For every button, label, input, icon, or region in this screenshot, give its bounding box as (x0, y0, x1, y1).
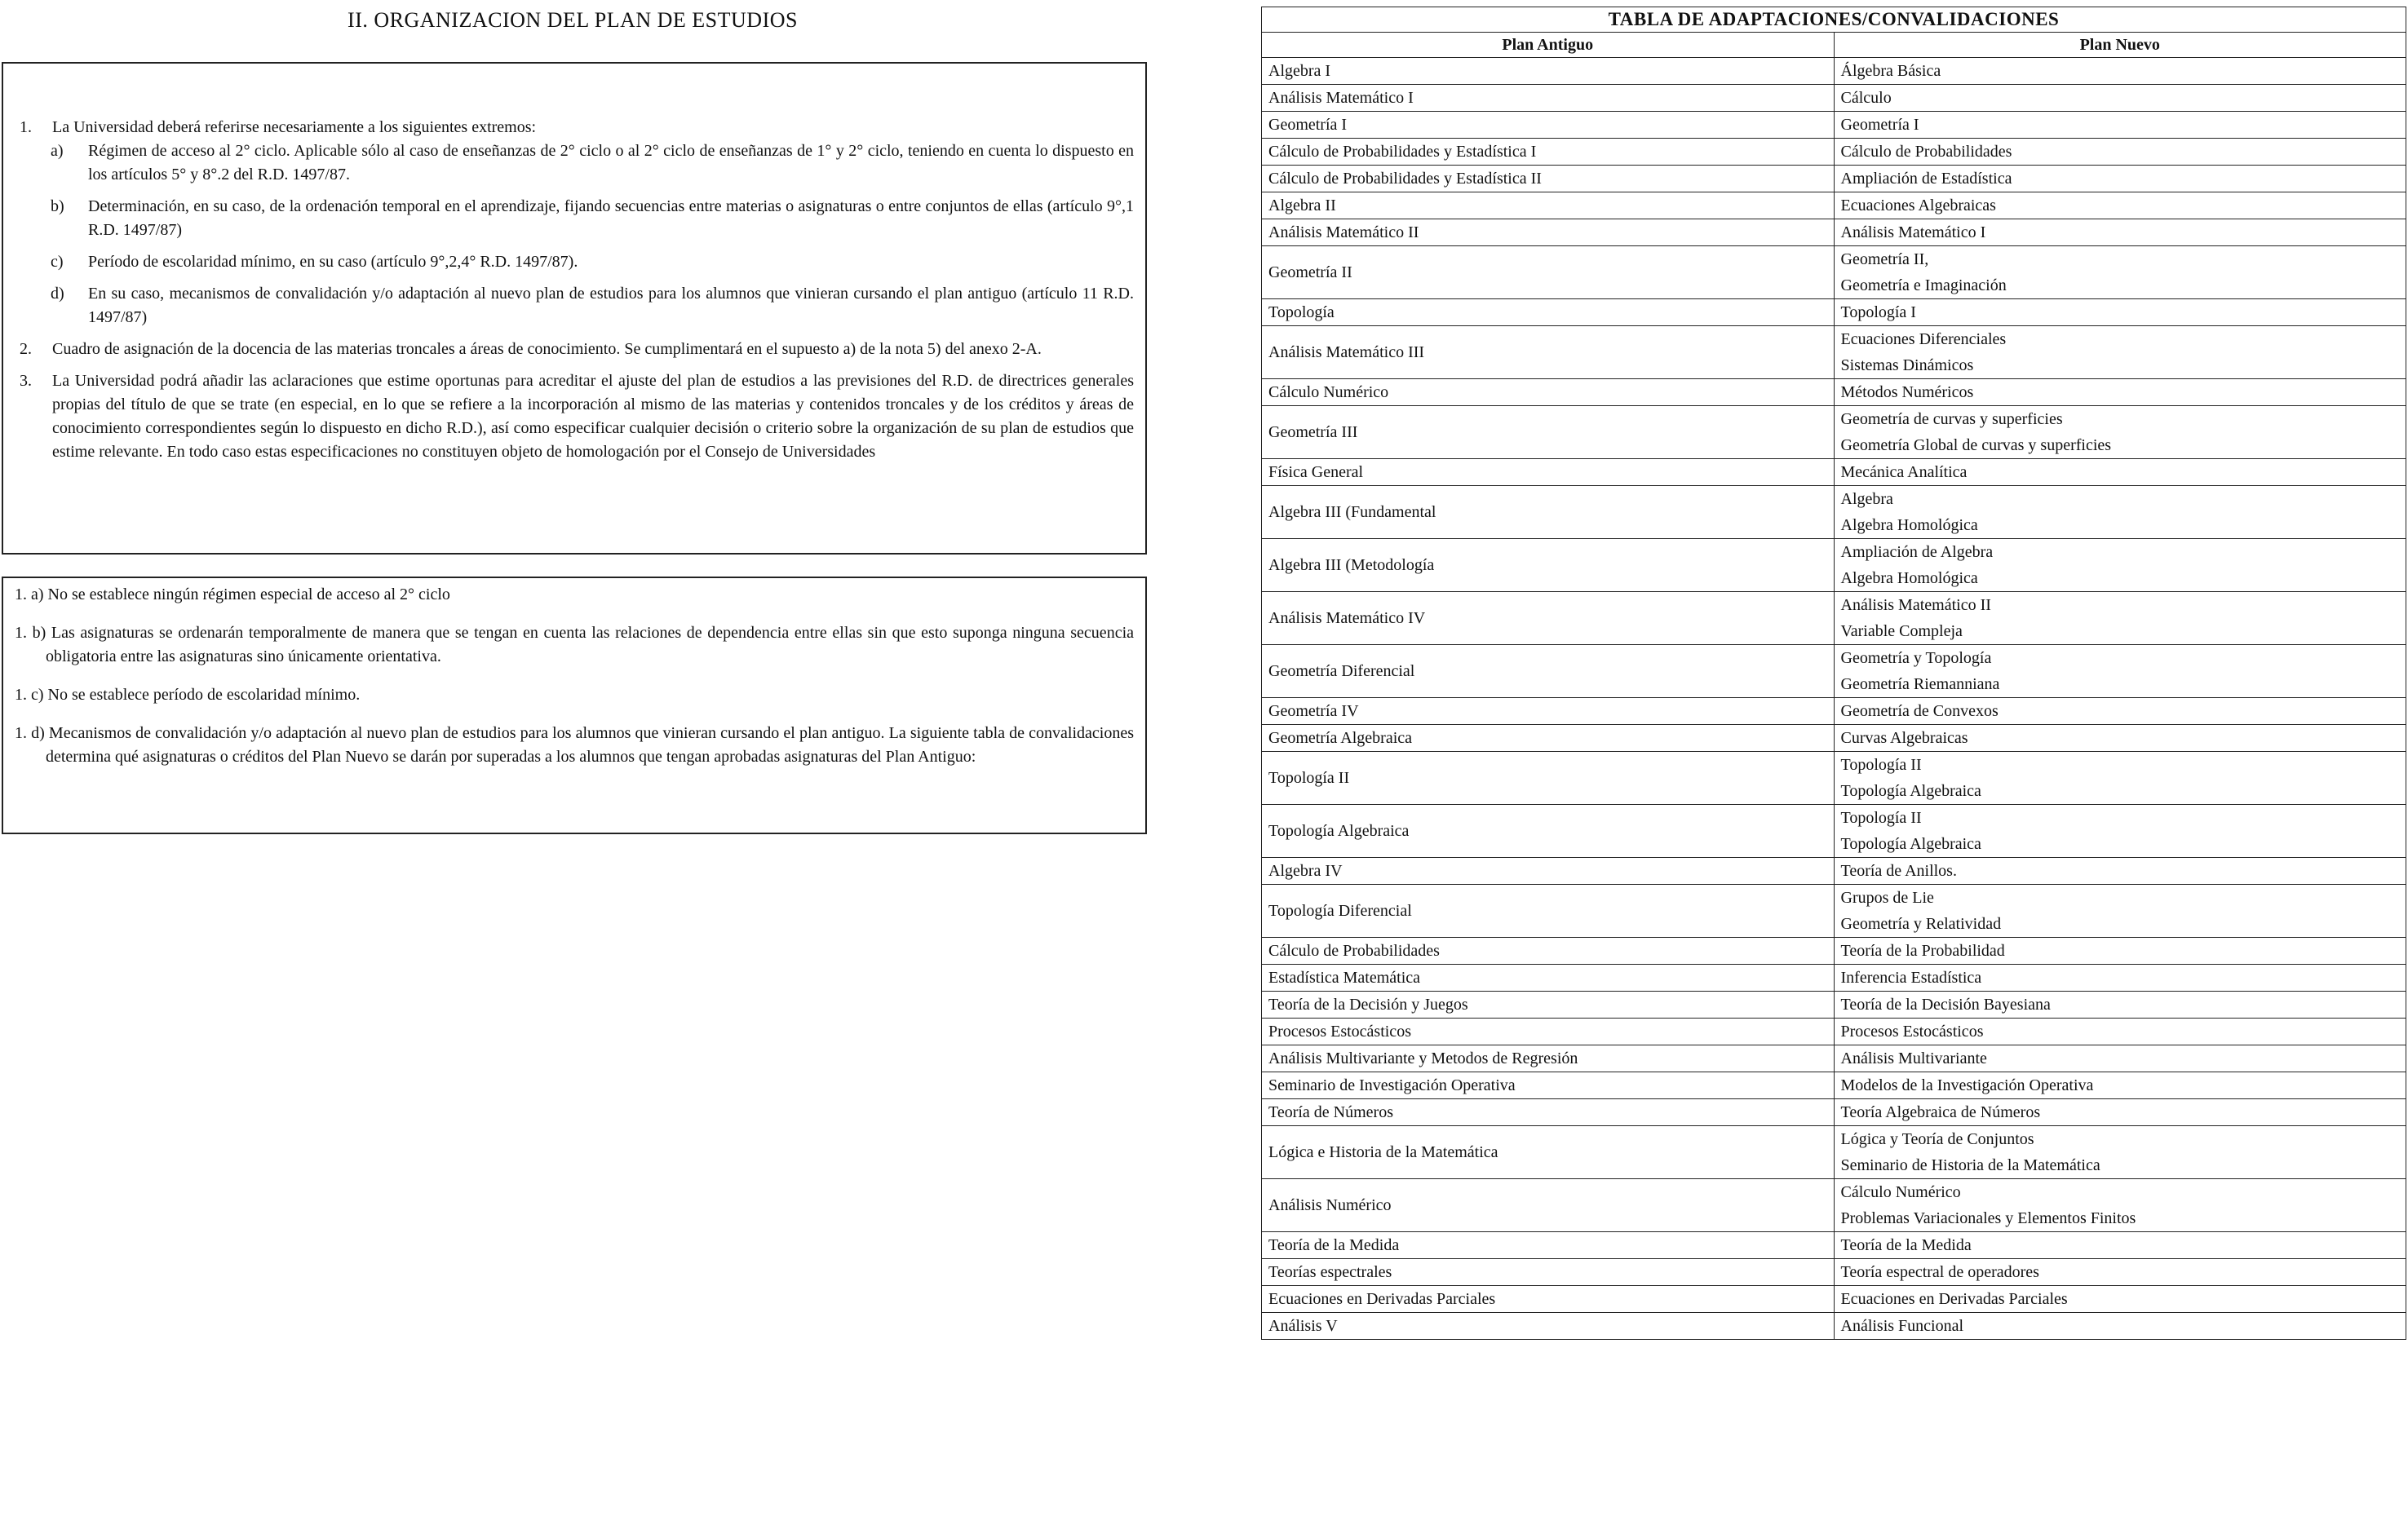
subitem-text: Régimen de acceso al 2° ciclo. Aplicable sólo al caso de enseñanzas de 2° ciclo o al 2° ciclo de enseñanzas de 1° y 2° ciclo, teniendo en cuenta lo dispuesto en los artículos 5° y 8°.2 del R.D. 1497/87. (88, 142, 1134, 183)
plan-nuevo-subject: Análisis Matemático II (1840, 596, 1991, 614)
plan-nuevo-subject: Ampliación de Algebra (1840, 543, 1994, 561)
plan-nuevo-subject: Geometría de curvas y superficies (1840, 410, 2063, 428)
cell-plan-antiguo: Cálculo de Probabilidades (1262, 938, 1835, 965)
plan-nuevo-subject: Teoría de la Decisión Bayesiana (1840, 996, 2051, 1014)
plan-nuevo-subject: Cálculo de Probabilidades (1840, 143, 2012, 161)
plan-nuevo-subject: Geometría I (1840, 116, 1919, 134)
instruction-text: Cuadro de asignación de la docencia de las materias troncales a áreas de conocimiento. Se cumplimentará en el supuesto a) de la nota 5) del anexo 2-A. (52, 340, 1042, 358)
table-row (1262, 192, 2406, 219)
plan-nuevo-subject: Sistemas Dinámicos (1840, 356, 1974, 374)
cell-plan-nuevo (1834, 1019, 2406, 1045)
cell-plan-nuevo (1834, 539, 2406, 592)
cell-plan-nuevo (1834, 1313, 2406, 1340)
cell-plan-antiguo: Análisis Matemático II (1262, 219, 1835, 246)
cell-plan-nuevo (1834, 1259, 2406, 1286)
cell-plan-nuevo (1834, 58, 2406, 85)
plan-nuevo-subject: Cálculo Numérico (1840, 1183, 1961, 1201)
cell-plan-antiguo: Estadística Matemática (1262, 965, 1835, 992)
answers-box (2, 577, 1147, 834)
plan-nuevo-subject: Grupos de Lie (1840, 889, 1934, 907)
cell-plan-antiguo: Teoría de la Medida (1262, 1232, 1835, 1259)
instruction-number: 3. (20, 372, 32, 390)
plan-nuevo-subject: Topología II (1840, 756, 1922, 774)
table-row (1262, 1179, 2406, 1232)
instruction-item (15, 338, 1134, 361)
plan-nuevo-subject: Geometría Riemanniana (1840, 675, 2000, 693)
cell-plan-antiguo: Teoría de la Decisión y Juegos (1262, 992, 1835, 1019)
subitem-letter: b) (51, 197, 64, 215)
cell-plan-nuevo (1834, 698, 2406, 725)
cell-plan-antiguo: Geometría IV (1262, 698, 1835, 725)
table-row (1262, 326, 2406, 379)
plan-nuevo-subject: Problemas Variacionales y Elementos Finitos (1840, 1209, 2136, 1227)
plan-nuevo-subject: Seminario de Historia de la Matemática (1840, 1156, 2100, 1174)
cell-plan-antiguo: Teorías espectrales (1262, 1259, 1835, 1286)
answer-text: No se establece ningún régimen especial de acceso al 2° ciclo (47, 586, 450, 603)
cell-plan-nuevo (1834, 166, 2406, 192)
column-header-plan-antiguo: Plan Antiguo (1262, 33, 1835, 58)
subitem-text: Período de escolaridad mínimo, en su caso (artículo 9°,2,4° R.D. 1497/87). (88, 253, 578, 271)
instruction-subitem (15, 250, 1134, 274)
table-row (1262, 1099, 2406, 1126)
plan-nuevo-subject: Ecuaciones Diferenciales (1840, 330, 2007, 348)
plan-nuevo-subject: Análisis Matemático I (1840, 223, 1986, 241)
convalidation-table-wrapper (1261, 7, 2406, 1334)
plan-nuevo-subject: Mecánica Analítica (1840, 463, 1968, 481)
table-row (1262, 885, 2406, 938)
answer-text: Las asignaturas se ordenarán temporalmente de manera que se tengan en cuenta las relaciones de dependencia entre ellas sin que esto suponga ninguna secuencia obligatoria entre las asignaturas sino únicamente orientativa. (46, 624, 1134, 665)
cell-plan-nuevo (1834, 1126, 2406, 1179)
cell-plan-nuevo (1834, 938, 2406, 965)
plan-nuevo-subject: Procesos Estocásticos (1840, 1023, 1984, 1041)
cell-plan-nuevo (1834, 1099, 2406, 1126)
table-row (1262, 992, 2406, 1019)
cell-plan-nuevo (1834, 139, 2406, 166)
table-row (1262, 698, 2406, 725)
answer-label: 1. c) (15, 686, 44, 704)
cell-plan-antiguo: Algebra I (1262, 58, 1835, 85)
table-row (1262, 592, 2406, 645)
plan-nuevo-subject: Teoría de la Probabilidad (1840, 942, 2005, 960)
table-row (1262, 752, 2406, 805)
cell-plan-antiguo: Geometría III (1262, 406, 1835, 459)
plan-nuevo-subject: Curvas Algebraicas (1840, 729, 1968, 747)
answer-item (15, 683, 1134, 707)
table-row (1262, 1286, 2406, 1313)
plan-nuevo-subject: Teoría espectral de operadores (1840, 1263, 2039, 1281)
plan-nuevo-subject: Algebra Homológica (1840, 569, 1978, 587)
cell-plan-nuevo (1834, 992, 2406, 1019)
instruction-number: 1. (20, 118, 32, 136)
cell-plan-nuevo (1834, 805, 2406, 858)
answer-label: 1. a) (15, 586, 44, 603)
instructions-box (2, 62, 1147, 555)
subitem-letter: d) (51, 285, 64, 303)
cell-plan-antiguo: Ecuaciones en Derivadas Parciales (1262, 1286, 1835, 1313)
answer-text: No se establece período de escolaridad mínimo. (47, 686, 361, 704)
table-row (1262, 486, 2406, 539)
plan-nuevo-subject: Teoría de la Medida (1840, 1236, 1972, 1254)
subitem-letter: c) (51, 253, 64, 271)
cell-plan-antiguo: Análisis Multivariante y Metodos de Regresión (1262, 1045, 1835, 1072)
instruction-item (15, 369, 1134, 464)
answer-text: Mecanismos de convalidación y/o adaptación al nuevo plan de estudios para los alumnos que vinieran cursando el plan antiguo. La siguiente tabla de convalidaciones determina qué asignaturas o créditos del Plan Nuevo se darán por superadas a los alumnos que tengan aprobadas asignaturas del Plan Antiguo: (46, 724, 1134, 766)
plan-nuevo-subject: Geometría y Topología (1840, 649, 1992, 667)
instruction-number: 2. (20, 340, 32, 358)
cell-plan-nuevo (1834, 725, 2406, 752)
cell-plan-nuevo (1834, 965, 2406, 992)
instruction-item (15, 116, 1134, 329)
table-row (1262, 725, 2406, 752)
plan-nuevo-subject: Geometría II, (1840, 250, 1929, 268)
cell-plan-nuevo (1834, 858, 2406, 885)
table-row (1262, 858, 2406, 885)
table-row (1262, 166, 2406, 192)
page-title: II. ORGANIZACION DEL PLAN DE ESTUDIOS (347, 8, 798, 32)
answer-label: 1. d) (15, 724, 45, 742)
cell-plan-antiguo: Topología (1262, 299, 1835, 326)
cell-plan-antiguo: Teoría de Números (1262, 1099, 1835, 1126)
cell-plan-nuevo (1834, 326, 2406, 379)
cell-plan-antiguo: Geometría Algebraica (1262, 725, 1835, 752)
cell-plan-antiguo: Seminario de Investigación Operativa (1262, 1072, 1835, 1099)
plan-nuevo-subject: Teoría Algebraica de Números (1840, 1103, 2041, 1121)
cell-plan-nuevo (1834, 1072, 2406, 1099)
instruction-subitem (15, 282, 1134, 329)
cell-plan-nuevo (1834, 1179, 2406, 1232)
plan-nuevo-subject: Teoría de Anillos. (1840, 862, 1957, 880)
convalidation-table (1261, 7, 2406, 1340)
plan-nuevo-subject: Geometría de Convexos (1840, 702, 1999, 720)
table-row (1262, 246, 2406, 299)
cell-plan-antiguo: Análisis Matemático I (1262, 85, 1835, 112)
table-caption: TABLA DE ADAPTACIONES/CONVALIDACIONES (1262, 7, 2406, 33)
cell-plan-antiguo: Cálculo Numérico (1262, 379, 1835, 406)
cell-plan-antiguo: Análisis V (1262, 1313, 1835, 1340)
table-body (1262, 58, 2406, 1340)
cell-plan-antiguo: Geometría II (1262, 246, 1835, 299)
table-row (1262, 938, 2406, 965)
table-row (1262, 112, 2406, 139)
table-row (1262, 299, 2406, 326)
table-row (1262, 539, 2406, 592)
table-row (1262, 58, 2406, 85)
answer-item (15, 722, 1134, 769)
cell-plan-antiguo: Geometría Diferencial (1262, 645, 1835, 698)
table-row (1262, 219, 2406, 246)
cell-plan-nuevo (1834, 1045, 2406, 1072)
plan-nuevo-subject: Ecuaciones Algebraicas (1840, 197, 1996, 214)
plan-nuevo-subject: Ampliación de Estadística (1840, 170, 2012, 188)
cell-plan-antiguo: Topología Diferencial (1262, 885, 1835, 938)
cell-plan-nuevo (1834, 1286, 2406, 1313)
subitem-letter: a) (51, 142, 64, 160)
table-row (1262, 379, 2406, 406)
cell-plan-nuevo (1834, 406, 2406, 459)
instruction-subitem (15, 139, 1134, 187)
plan-nuevo-subject: Variable Compleja (1840, 622, 1963, 640)
instruction-text: La Universidad deberá referirse necesariamente a los siguientes extremos: (52, 118, 537, 136)
table-row (1262, 805, 2406, 858)
cell-plan-antiguo: Algebra IV (1262, 858, 1835, 885)
answer-item (15, 621, 1134, 669)
cell-plan-nuevo (1834, 379, 2406, 406)
plan-nuevo-subject: Ecuaciones en Derivadas Parciales (1840, 1290, 2068, 1308)
cell-plan-nuevo (1834, 1232, 2406, 1259)
table-row (1262, 1045, 2406, 1072)
plan-nuevo-subject: Geometría y Relatividad (1840, 915, 2002, 933)
cell-plan-nuevo (1834, 885, 2406, 938)
table-row (1262, 139, 2406, 166)
cell-plan-nuevo (1834, 459, 2406, 486)
cell-plan-nuevo (1834, 645, 2406, 698)
plan-nuevo-subject: Métodos Numéricos (1840, 383, 1974, 401)
cell-plan-antiguo: Geometría I (1262, 112, 1835, 139)
instruction-text: La Universidad podrá añadir las aclaraciones que estime oportunas para acreditar el ajuste del plan de estudios a las previsiones del R.D. de directrices generales propias del título de que se trate (en especial, en lo que se refiere a la incorporación al mismo de las materias y contenidos troncales y de los créditos y áreas de conocimiento correspondientes según lo dispuesto en dicho R.D.), así como especificar cualquier decisión o criterio sobre la organización de su plan de estudios que estime relevante. En todo caso estas especificaciones no constituyen objeto de homologación por el Consejo de Universidades (52, 372, 1134, 461)
cell-plan-nuevo (1834, 246, 2406, 299)
column-header-plan-nuevo: Plan Nuevo (1834, 33, 2406, 58)
cell-plan-antiguo: Algebra III (Fundamental (1262, 486, 1835, 539)
cell-plan-antiguo: Procesos Estocásticos (1262, 1019, 1835, 1045)
cell-plan-antiguo: Topología II (1262, 752, 1835, 805)
cell-plan-nuevo (1834, 592, 2406, 645)
cell-plan-antiguo: Análisis Matemático IV (1262, 592, 1835, 645)
answer-label: 1. b) (15, 624, 46, 642)
subitem-text: Determinación, en su caso, de la ordenación temporal en el aprendizaje, fijando secuencias entre materias o asignaturas o entre conjuntos de ellas (artículo 9°,1 R.D. 1497/87) (88, 197, 1134, 239)
cell-plan-antiguo: Análisis Matemático III (1262, 326, 1835, 379)
plan-nuevo-subject: Inferencia Estadística (1840, 969, 1982, 987)
cell-plan-nuevo (1834, 85, 2406, 112)
answer-item (15, 583, 1134, 607)
cell-plan-antiguo: Cálculo de Probabilidades y Estadística II (1262, 166, 1835, 192)
cell-plan-antiguo: Algebra II (1262, 192, 1835, 219)
plan-nuevo-subject: Álgebra Básica (1840, 62, 1941, 80)
cell-plan-antiguo: Cálculo de Probabilidades y Estadística I (1262, 139, 1835, 166)
table-row (1262, 1232, 2406, 1259)
plan-nuevo-subject: Topología Algebraica (1840, 835, 1981, 853)
cell-plan-antiguo: Lógica e Historia de la Matemática (1262, 1126, 1835, 1179)
table-row (1262, 645, 2406, 698)
table-row (1262, 1313, 2406, 1340)
plan-nuevo-subject: Modelos de la Investigación Operativa (1840, 1076, 2094, 1094)
cell-plan-nuevo (1834, 486, 2406, 539)
plan-nuevo-subject: Análisis Funcional (1840, 1317, 1964, 1335)
subitem-text: En su caso, mecanismos de convalidación y/o adaptación al nuevo plan de estudios para los alumnos que vinieran cursando el plan antiguo (artículo 11 R.D. 1497/87) (88, 285, 1134, 326)
table-row (1262, 965, 2406, 992)
plan-nuevo-subject: Geometría e Imaginación (1840, 276, 2007, 294)
table-row (1262, 1259, 2406, 1286)
plan-nuevo-subject: Geometría Global de curvas y superficies (1840, 436, 2112, 454)
table-row (1262, 1072, 2406, 1099)
instruction-subitem (15, 195, 1134, 242)
cell-plan-nuevo (1834, 219, 2406, 246)
cell-plan-antiguo: Topología Algebraica (1262, 805, 1835, 858)
cell-plan-nuevo (1834, 299, 2406, 326)
plan-nuevo-subject: Topología I (1840, 303, 1916, 321)
plan-nuevo-subject: Análisis Multivariante (1840, 1050, 1987, 1067)
cell-plan-antiguo: Física General (1262, 459, 1835, 486)
plan-nuevo-subject: Lógica y Teoría de Conjuntos (1840, 1130, 2034, 1148)
cell-plan-antiguo: Algebra III (Metodología (1262, 539, 1835, 592)
table-row (1262, 85, 2406, 112)
plan-nuevo-subject: Cálculo (1840, 89, 1892, 107)
table-row (1262, 1126, 2406, 1179)
plan-nuevo-subject: Topología II (1840, 809, 1922, 827)
plan-nuevo-subject: Algebra Homológica (1840, 516, 1978, 534)
cell-plan-nuevo (1834, 112, 2406, 139)
table-row (1262, 459, 2406, 486)
cell-plan-nuevo (1834, 192, 2406, 219)
plan-nuevo-subject: Topología Algebraica (1840, 782, 1981, 800)
plan-nuevo-subject: Algebra (1840, 490, 1893, 508)
cell-plan-antiguo: Análisis Numérico (1262, 1179, 1835, 1232)
cell-plan-nuevo (1834, 752, 2406, 805)
table-row (1262, 1019, 2406, 1045)
table-row (1262, 406, 2406, 459)
